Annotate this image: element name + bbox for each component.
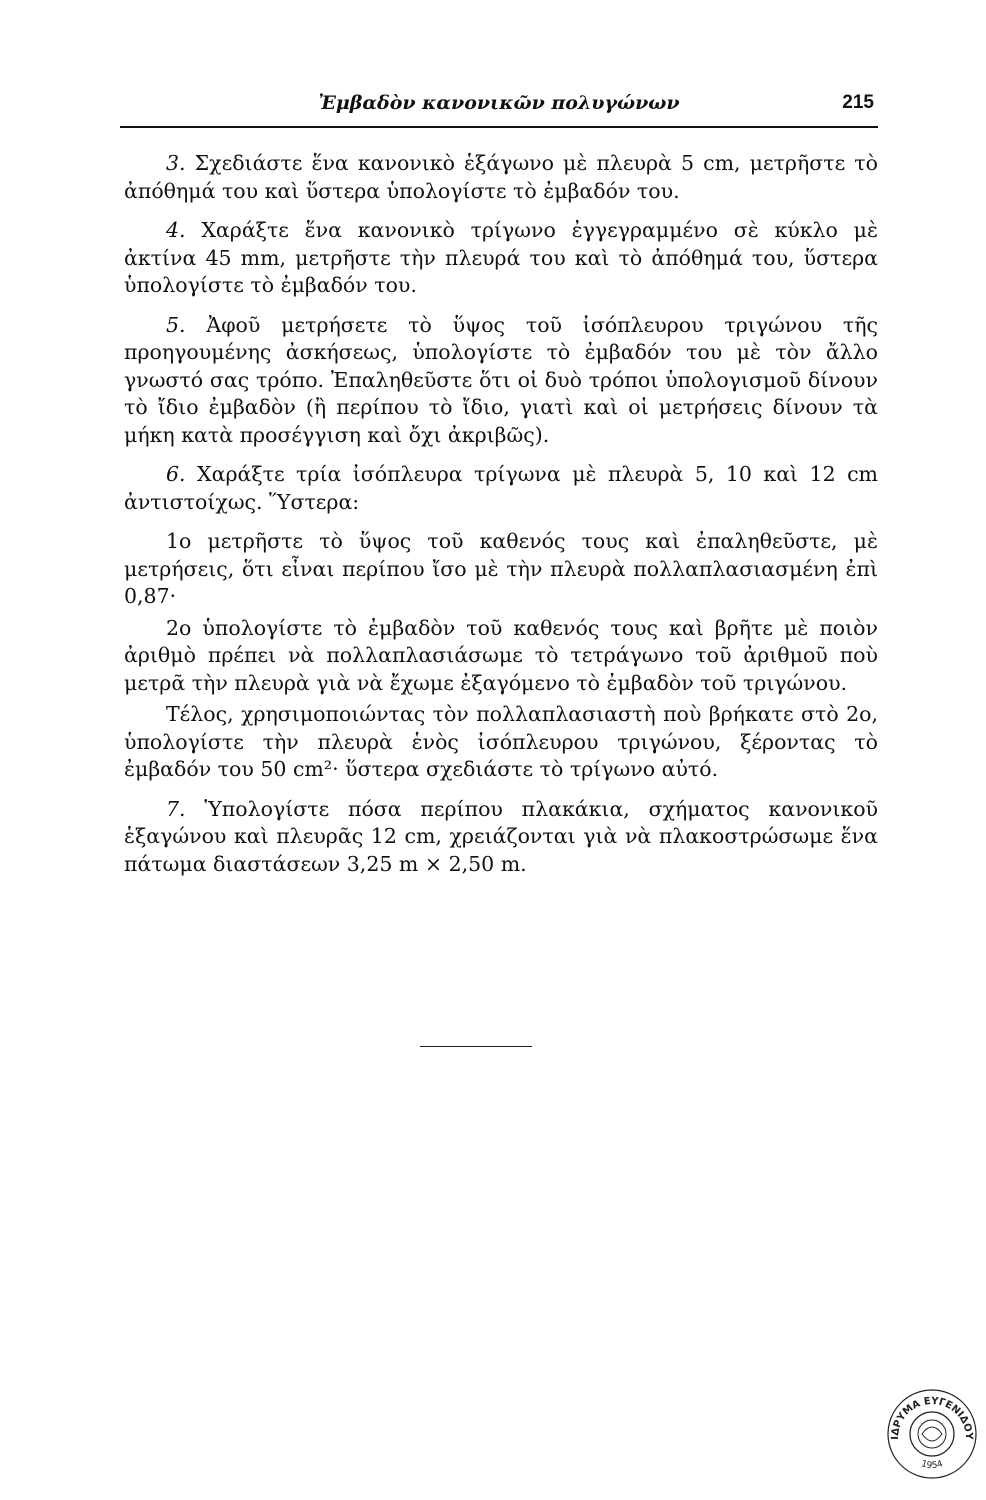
exercise-6-step-1 xyxy=(124,528,878,611)
exercise-number: 3. xyxy=(166,151,186,175)
exercise-text: 2ο ὑπολογίστε τὸ ἐμβαδὸν τοῦ καθενός τους καὶ βρῆτε μὲ ποιὸν ἀριθμὸ πρέπει νὰ πολλαπλασιάσωμε τὸ τετράγωνο τοῦ ἀριθμοῦ ποὺ μετρᾶ τὴν πλευρὰ γιὰ νὰ ἔχωμε ἐξαγόμενο τὸ ἐμβαδὸν τοῦ τριγώνου. xyxy=(124,615,878,695)
svg-text:ΙΔΡΥΜΑ ΕΥΓΕΝΙΔΟΥ xyxy=(890,1396,974,1441)
exercise-6-step-2 xyxy=(124,615,878,698)
exercise-number: 7. xyxy=(166,796,186,821)
exercise-text: Ἀφοῦ μετρήσετε τὸ ὕψος τοῦ ἰσόπλευρου τριγώνου τῆς προηγουμένης ἀσκήσεως, ὑπολογίστε τὸ ἐμβαδόν του μὲ τὸν ἄλλο γνωστό σας τρόπο. Ἐπαληθεῦστε ὅτι οἱ δυὸ τρόποι ὑπολογισμοῦ δίνουν τὸ ἴδιο ἐμβαδὸν (ἢ περίπου τὸ ἴδιο, γιατὶ καὶ οἱ μετρήσεις δίνουν τὰ μήκη κατὰ προσέγγιση καὶ ὄχι ἀκριβῶς). xyxy=(124,312,878,447)
page-header xyxy=(120,92,878,128)
end-rule xyxy=(420,1046,532,1047)
running-title: Ἐμβαδὸν κανονικῶν πολυγώνων xyxy=(318,92,680,114)
exercise-number: 5. xyxy=(166,312,186,337)
exercise-text: Σχεδιάστε ἕνα κανονικὸ ἑξάγωνο μὲ πλευρὰ 5 cm, μετρῆστε τὸ ἀπόθημά του καὶ ὕστερα ὑπολογίστε τὸ ἐμβαδόν του. xyxy=(124,151,878,203)
page-number: 215 xyxy=(842,92,874,113)
exercise-text: Ὑπολογίστε πόσα περίπου πλακάκια, σχήματος κανονικοῦ ἑξαγώνου καὶ πλευρᾶς 12 cm, χρειάζονται γιὰ νὰ πλακοστρώσωμε ἕνα πάτωμα διαστάσεων 3,25 m × 2,50 m. xyxy=(124,796,878,876)
exercise-6 xyxy=(124,461,878,516)
exercise-text: 1ο μετρῆστε τὸ ὕψος τοῦ καθενός τους καὶ ἐπαληθεῦστε, μὲ μετρήσεις, ὅτι εἶναι περίπου ἴσο μὲ τὴν πλευρὰ πολλαπλασιασμένη ἐπὶ 0,87· xyxy=(124,529,878,608)
exercise-number: 4. xyxy=(166,218,186,242)
exercise-3 xyxy=(124,150,878,205)
exercise-7 xyxy=(124,796,878,879)
exercise-number: 6. xyxy=(166,462,186,486)
exercise-text: Χαράξτε ἕνα κανονικὸ τρίγωνο ἐγγεγραμμένο σὲ κύκλο μὲ ἀκτίνα 45 mm, μετρῆστε τὴν πλευρά του καὶ τὸ ἀπόθημά του, ὕστερα ὑπολογίστε τὸ ἐμβαδόν του. xyxy=(124,218,878,297)
svg-text:1954 xyxy=(920,1459,945,1471)
exercise-text: Χαράξτε τρία ἰσόπλευρα τρίγωνα μὲ πλευρὰ 5, 10 καὶ 12 cm ἀντιστοίχως. Ὕστερα: xyxy=(124,462,878,514)
exercise-6-final xyxy=(124,701,878,784)
foundation-stamp-icon xyxy=(884,1386,980,1482)
body-text xyxy=(124,150,878,890)
exercise-text: Τέλος, χρησιμοποιώντας τὸν πολλαπλασιαστὴ ποὺ βρήκατε στὸ 2ο, ὑπολογίστε τὴν πλευρὰ ἑνὸς ἰσόπλευρου τριγώνου, ξέροντας τὸ ἐμβαδόν του 50 cm²· ὕστερα σχεδιάστε τὸ τρίγωνο αὐτό. xyxy=(124,702,878,781)
exercise-5 xyxy=(124,312,878,450)
stamp-year: 1954 xyxy=(919,1459,945,1472)
stamp-text: ΙΔΡΥΜΑ ΕΥΓΕΝΙΔΟΥ xyxy=(889,1395,975,1440)
exercise-4 xyxy=(124,217,878,300)
